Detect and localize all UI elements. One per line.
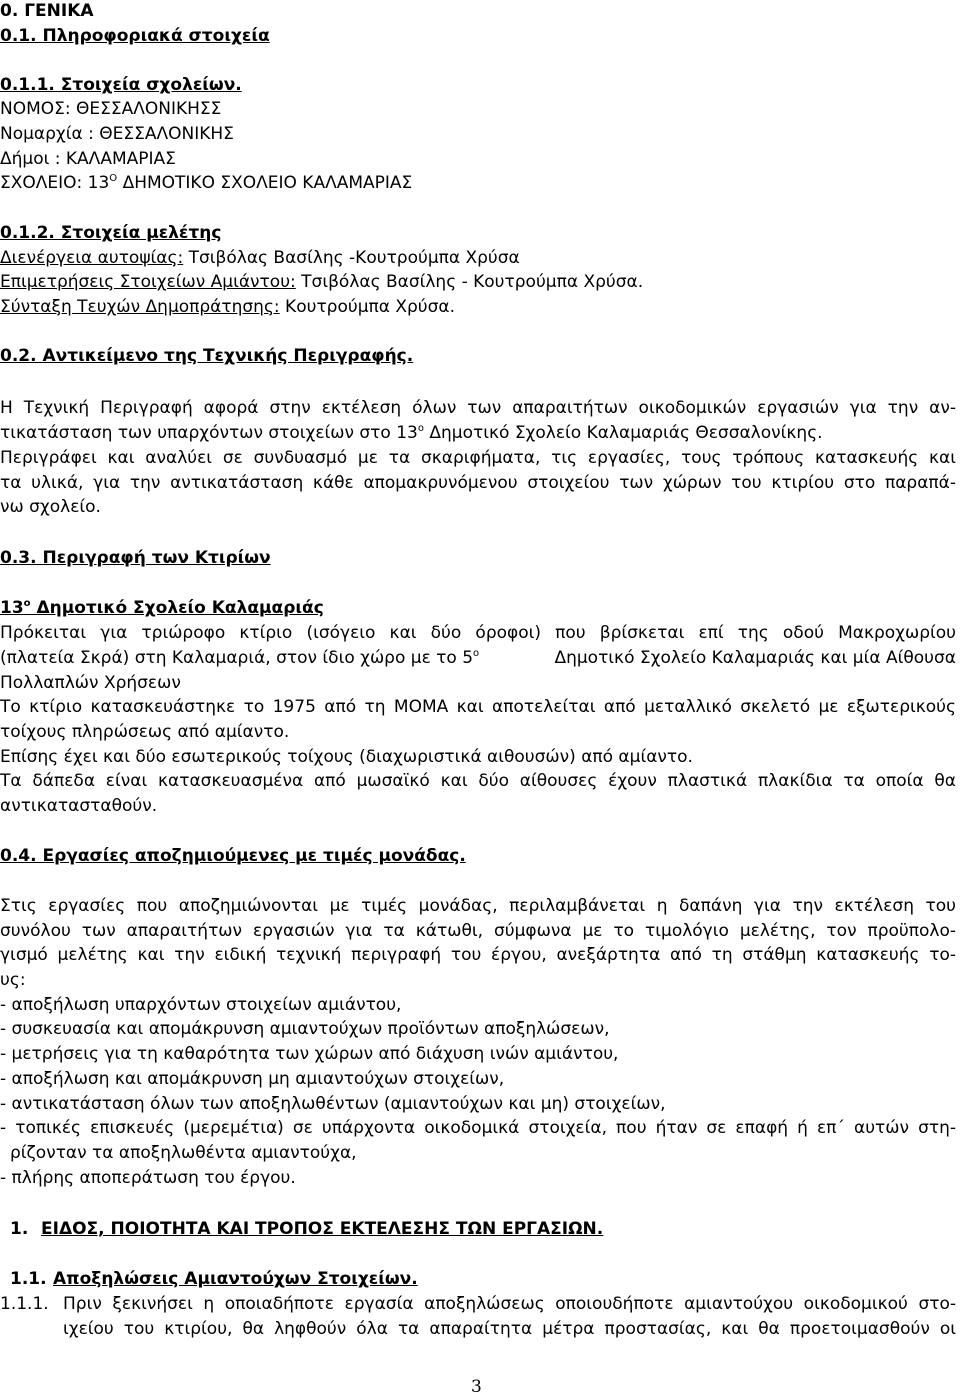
- list-item: - πλήρης αποπεράτωση του έργου.: [0, 1168, 296, 1188]
- school-title-a: 13: [0, 598, 24, 618]
- s03-line2: [0, 646, 956, 670]
- s111-line1: Πριν ξεκινήσει η οποιαδήποτε εργασία αποξηλώσεως οποιουδήποτε αμιαντούχου οικοδομικού στο-: [63, 1294, 956, 1314]
- section-1-1-heading: Αποξηλώσεις Αμιαντούχων Στοιχείων.: [53, 1269, 418, 1289]
- school-line-sup: Ο: [109, 173, 118, 184]
- section-0-1-2-heading: 0.1.2. Στοιχεία μελέτης: [0, 223, 222, 243]
- nomos-line: ΝΟΜΟΣ: ΘΕΣΣΑΛΟΝΙΚΗΣΣ: [0, 99, 222, 119]
- s04-line4: υς:: [0, 970, 26, 990]
- school-line-b: ΔΗΜΟΤΙΚΟ ΣΧΟΛΕΙΟ ΚΑΛΑΜΑΡΙΑΣ: [117, 173, 413, 193]
- section-0-1-heading: 0.1. Πληροφοριακά στοιχεία: [0, 26, 270, 46]
- section-0-1-1-heading: 0.1.1. Στοιχεία σχολείων.: [0, 75, 242, 95]
- school-title-b: Δημοτικό Σχολείο Καλαμαριάς: [30, 598, 324, 618]
- s03-line4: Το κτίριο κατασκευάστηκε το 1975 από τη ΜΟΜΑ και αποτελείται από μεταλλικό σκελετό με εξωτερικούς: [0, 697, 956, 717]
- list-item: - αποξήλωση υπαρχόντων στοιχείων αμιάντου,: [0, 995, 402, 1015]
- section-0-4-heading: 0.4. Εργασίες αποζημιούμενες με τιμές μονάδας.: [0, 846, 466, 866]
- list-item: - τοπικές επισκευές (μερεμέτια) σε υπάρχοντα οικοδομικά στοιχεία, που ήταν σε επαφή ή επ΄ αυτών στη-: [0, 1118, 956, 1138]
- s02-p1-line2-sup: ο: [417, 423, 424, 434]
- epimetriseis-label: Επιμετρήσεις Στοιχείων Αμιάντου:: [0, 272, 296, 292]
- section-1-heading: ΕΙΔΟΣ, ΠΟΙΟΤΗΤΑ ΚΑΙ ΤΡΟΠΟΣ ΕΚΤΕΛΕΣΗΣ ΤΩΝ ΕΡΓΑΣΙΩΝ.: [41, 1219, 604, 1239]
- syntaxi-label: Σύνταξη Τευχών Δημοπράτησης:: [0, 297, 280, 317]
- section-1-1-number: 1.1.: [10, 1269, 47, 1289]
- page-number: 3: [471, 1377, 482, 1397]
- epimetriseis-line: [0, 270, 643, 294]
- nomarxia-line: Νομαρχία : ΘΕΣΣΑΛΟΝΙΚΗΣ: [0, 124, 234, 144]
- dienergeia-value: Τσιβόλας Βασίλης -Κουτρούμπα Χρύσα: [183, 248, 520, 268]
- s03-line2-b: Δημοτικό Σχολείο Καλαμαριάς και μία Αίθουσα: [554, 648, 956, 668]
- section-0-heading: 0. ΓΕΝΙΚΑ: [0, 1, 94, 21]
- s04-line3: γισμό μελέτης και την ειδική τεχνική περιγραφή του έργου, ανεξάρτητα από τη στάθμη κατασκευής το-: [0, 945, 956, 965]
- s02-p1-line2-b: Δημοτικό Σχολείο Καλαμαριάς Θεσσαλονίκης.: [423, 423, 823, 443]
- list-item: - αντικατάσταση όλων των αποξηλωθέντων (αμιαντούχων και μη) στοιχείων,: [0, 1094, 666, 1114]
- list-item: - συσκευασία και απομάκρυνση αμιαντούχων προϊόντων αποξηλώσεων,: [0, 1019, 610, 1039]
- dienergeia-label: Διενέργεια αυτοψίας:: [0, 248, 184, 268]
- s02-p2-line3: νω σχολείο.: [0, 497, 101, 517]
- syntaxi-line: [0, 295, 455, 319]
- s111-line2: ιχείου του κτιρίου, θα ληφθούν όλα τα απαραίτητα μέτρα προστασίας, και θα προετοιμασθούν οι: [63, 1319, 956, 1339]
- s04-line1: Στις εργασίες που αποζημιώνονται με τιμές μονάδας, περιλαμβάνεται η δαπάνη για την εκτέλεση του: [0, 896, 956, 916]
- s03-line2-a: [0, 646, 479, 670]
- s03-line5: τοίχους πληρώσεως από αμίαντο.: [0, 722, 290, 742]
- s03-line2-sup: ο: [473, 648, 480, 659]
- list-item-continuation: ρίζονταν τα αποξηλωθέντα αμιαντούχα,: [10, 1143, 357, 1163]
- school-line: [0, 171, 412, 195]
- epimetriseis-value: Τσιβόλας Βασίλης - Κουτρούμπα Χρύσα.: [295, 272, 644, 292]
- s03-line7: Τα δάπεδα είναι κατασκευασμένα από μωσαϊκό και δύο αίθουσες έχουν πλαστικά πλακίδια τα οποία θα: [0, 771, 956, 791]
- s03-line2-a-text: (πλατεία Σκρά) στη Καλαμαριά, στον ίδιο χώρο με το 5: [0, 648, 474, 668]
- list-item: - αποξήλωση και απομάκρυνση μη αμιαντούχων στοιχείων,: [0, 1069, 505, 1089]
- section-0-3-heading: 0.3. Περιγραφή των Κτιρίων: [0, 548, 271, 568]
- section-0-2-heading: 0.2. Αντικείμενο της Τεχνικής Περιγραφής.: [0, 346, 414, 366]
- s02-p1-line2: [0, 421, 823, 445]
- s02-p2-line1: Περιγράφει και αναλύει σε συνδυασμό με τα σκαριφήματα, τις εργασίες, τους τρόπους κατασκευής και: [0, 448, 956, 468]
- s02-p2-line2: τα υλικά, για την αντικατάσταση κάθε απομακρυνόμενου στοιχείου των χώρων του κτιρίου στο παραπά-: [0, 473, 956, 493]
- syntaxi-value: Κουτρούμπα Χρύσα.: [279, 297, 456, 317]
- section-1-number: 1.: [10, 1219, 29, 1239]
- school-line-a: ΣΧΟΛΕΙΟ: 13: [0, 173, 110, 193]
- dimoi-line: Δήμοι : ΚΑΛΑΜΑΡΙΑΣ: [0, 149, 176, 169]
- dienergeia-line: [0, 246, 520, 270]
- list-item: - μετρήσεις για τη καθαρότητα των χώρων από διάχυση ινών αμιάντου,: [0, 1044, 619, 1064]
- school-title: [0, 596, 324, 620]
- s04-line2: συνόλου των απαραιτήτων εργασιών για τα κάτωθι, σύμφωνα με το τιμολόγιο μελέτης, τον προϋπολο-: [0, 921, 956, 941]
- section-1-1-1-number: 1.1.1.: [0, 1294, 49, 1314]
- s03-line8: αντικατασταθούν.: [0, 796, 158, 816]
- s03-line3: Πολλαπλών Χρήσεων: [0, 673, 181, 693]
- school-title-sup: ο: [23, 598, 31, 609]
- s02-p1-line1: Η Τεχνική Περιγραφή αφορά στην εκτέλεση όλων των απαραιτήτων οικοδομικών εργασιών για την αν-: [0, 398, 956, 418]
- s02-p1-line2-a: τικατάσταση των υπαρχόντων στοιχείων στο 13: [0, 423, 418, 443]
- s03-line6: Επίσης έχει και δύο εσωτερικούς τοίχους (διαχωριστικά αιθουσών) από αμίαντο.: [0, 747, 693, 767]
- s03-line1: Πρόκειται για τριώροφο κτίριο (ισόγειο και δύο όροφοι) που βρίσκεται επί της οδού Μακροχωρίου: [0, 623, 956, 643]
